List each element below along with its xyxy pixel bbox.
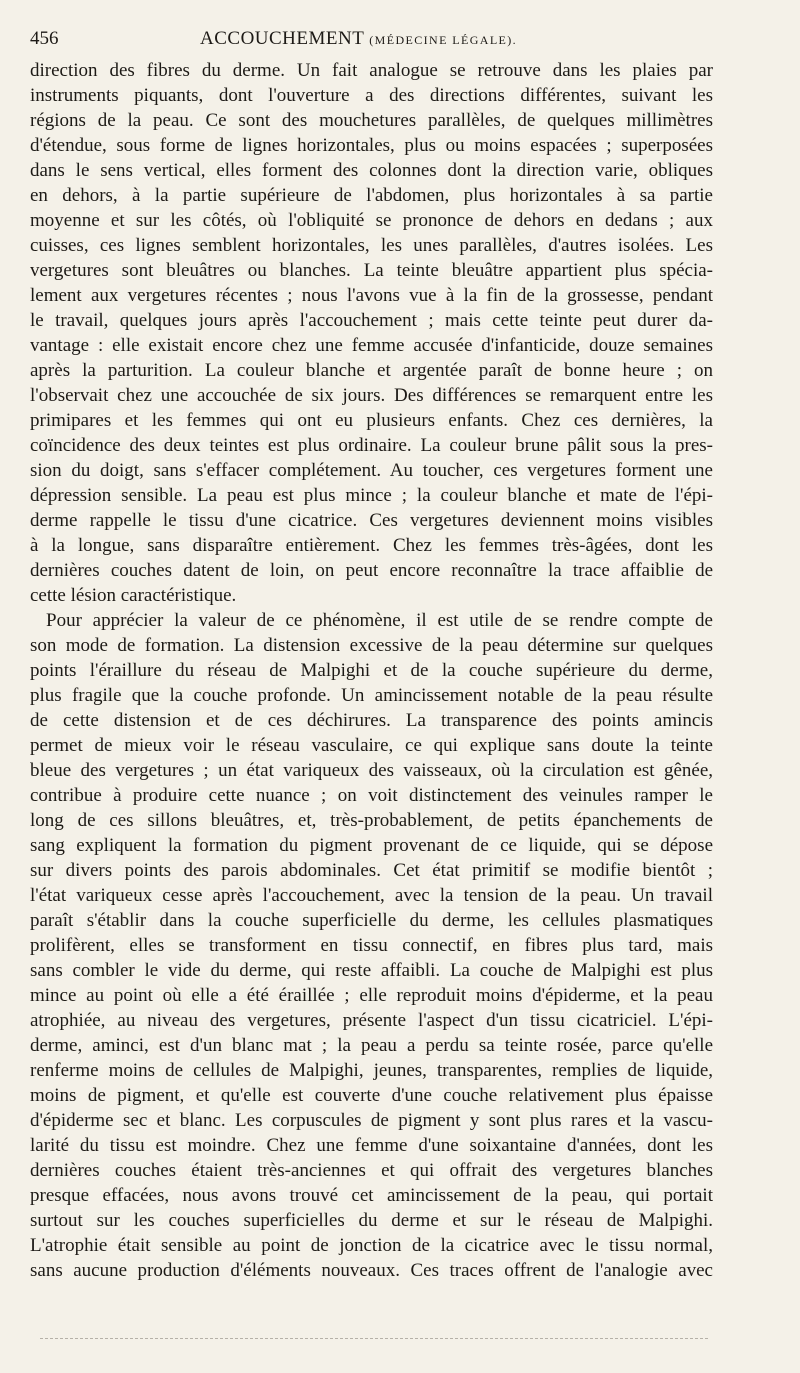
text-line: lement aux vergetures récentes ; nous l'avons vue à la fin de la grossesse, pendant: [30, 285, 713, 306]
text-line: sang expliquent la formation du pigment provenant de ce liquide, qui se dépose: [30, 835, 713, 856]
text-line: plus fragile que la couche profonde. Un amincissement notable de la peau résulte: [30, 685, 713, 706]
page-header: [30, 26, 720, 52]
text-line: atrophiée, au niveau des vergetures, présente l'aspect d'un tissu cicatriciel. L'épi-: [30, 1010, 713, 1031]
text-line: long de ces sillons bleuâtres, et, très-probablement, de petits épanchements de: [30, 810, 713, 831]
text-line: d'étendue, sous forme de lignes horizontales, plus ou moins espacées ; superposées: [30, 135, 713, 156]
text-line: moyenne et sur les côtés, où l'obliquité se prononce de dehors en dedans ; aux: [30, 210, 713, 231]
text-line: cuisses, ces lignes semblent horizontales, les unes parallèles, d'autres isolées. Les: [30, 235, 713, 256]
text-line: dernières couches datent de loin, on peut encore reconnaître la trace affaiblie de: [30, 560, 713, 581]
text-line: régions de la peau. Ce sont des mouchetures parallèles, de quelques millimètres: [30, 110, 713, 131]
text-line: mince au point où elle a été éraillée ; elle reproduit moins d'épiderme, et la peau: [30, 985, 713, 1006]
footer-rule: [40, 1338, 708, 1339]
running-head: [200, 26, 517, 53]
page-number: 456: [30, 28, 59, 49]
text-line: Pour apprécier la valeur de ce phénomène, il est utile de se rendre compte de: [46, 610, 713, 631]
text-line: d'épiderme sec et blanc. Les corpuscules de pigment y sont plus rares et la vascu-: [30, 1110, 713, 1131]
text-line: en dehors, à la partie supérieure de l'abdomen, plus horizontales à sa partie: [30, 185, 713, 206]
text-line: derme rappelle le tissu d'une cicatrice. Ces vergetures deviennent moins visibles: [30, 510, 713, 531]
text-line: derme, aminci, est d'un blanc mat ; la peau a perdu sa teinte rosée, parce qu'elle: [30, 1035, 713, 1056]
text-line: prolifèrent, elles se transforment en tissu connectif, en fibres plus tard, mais: [30, 935, 713, 956]
text-line: renferme moins de cellules de Malpighi, jeunes, transparentes, remplies de liquide,: [30, 1060, 713, 1081]
text-line: vergetures sont bleuâtres ou blanches. La teinte bleuâtre appartient plus spécia-: [30, 260, 713, 281]
text-line: à la longue, sans disparaître entièrement. Chez les femmes très-âgées, dont les: [30, 535, 713, 556]
paragraph-2: [30, 608, 713, 1283]
running-head-subtitle: (MÉDECINE LÉGALE).: [369, 33, 518, 47]
text-line: presque effacées, nous avons trouvé cet amincissement de la peau, qui portait: [30, 1185, 713, 1206]
text-line: bleue des vergetures ; un état variqueux des vaisseaux, où la circulation est gênée,: [30, 760, 713, 781]
text-line: surtout sur les couches superficielles du derme et sur le réseau de Malpighi.: [30, 1210, 713, 1231]
text-line: coïncidence des deux teintes est plus ordinaire. La couleur brune pâlit sous la pres-: [30, 435, 713, 456]
text-line: sur divers points des parois abdominales. Cet état primitif se modifie bientôt ;: [30, 860, 713, 881]
text-line: dépression sensible. La peau est plus mince ; la couleur blanche et mate de l'épi-: [30, 485, 713, 506]
text-line: de cette distension et de ces déchirures. La transparence des points amincis: [30, 710, 713, 731]
text-line: L'atrophie était sensible au point de jonction de la cicatrice avec le tissu normal,: [30, 1235, 713, 1256]
text-line: dernières couches étaient très-anciennes et qui offrait des vergetures blanches: [30, 1160, 713, 1181]
text-line: le travail, quelques jours après l'accouchement ; mais cette teinte peut durer da-: [30, 310, 713, 331]
text-line: points l'éraillure du réseau de Malpighi et de la couche supérieure du derme,: [30, 660, 713, 681]
text-line: contribue à produire cette nuance ; on voit distinctement des veinules ramper le: [30, 785, 713, 806]
paragraph-1: [30, 58, 713, 608]
running-head-title: ACCOUCHEMENT: [200, 28, 364, 49]
text-line: après la parturition. La couleur blanche et argentée paraît de bonne heure ; on: [30, 360, 713, 381]
text-line: sans aucune production d'éléments nouveaux. Ces traces offrent de l'analogie avec: [30, 1260, 713, 1281]
text-line: instruments piquants, dont l'ouverture a des directions différentes, suivant les: [30, 85, 713, 106]
text-line: direction des fibres du derme. Un fait analogue se retrouve dans les plaies par: [30, 60, 713, 81]
text-line: larité du tissu est moindre. Chez une femme d'une soixantaine d'années, dont les: [30, 1135, 713, 1156]
text-line: vantage : elle existait encore chez une femme accusée d'infanticide, douze semaines: [30, 335, 713, 356]
text-line: dans le sens vertical, elles forment des colonnes dont la direction varie, obliques: [30, 160, 713, 181]
text-line: sans combler le vide du derme, qui reste affaibli. La couche de Malpighi est plus: [30, 960, 713, 981]
text-line: primipares et les femmes qui ont eu plusieurs enfants. Chez ces dernières, la: [30, 410, 713, 431]
text-line: son mode de formation. La distension excessive de la peau détermine sur quelques: [30, 635, 713, 656]
text-line: l'observait chez une accouchée de six jours. Des différences se remarquent entre les: [30, 385, 713, 406]
text-line: cette lésion caractéristique.: [30, 585, 237, 606]
text-line: paraît s'établir dans la couche superficielle du derme, les cellules plasmatiques: [30, 910, 713, 931]
text-line: permet de mieux voir le réseau vasculaire, ce qui explique sans doute la teinte: [30, 735, 713, 756]
body-text: [30, 58, 713, 1283]
text-line: sion du doigt, sans s'effacer complétement. Au toucher, ces vergetures forment une: [30, 460, 713, 481]
text-line: moins de pigment, et qu'elle est couverte d'une couche relativement plus épaisse: [30, 1085, 713, 1106]
text-line: l'état variqueux cesse après l'accouchement, avec la tension de la peau. Un travail: [30, 885, 713, 906]
